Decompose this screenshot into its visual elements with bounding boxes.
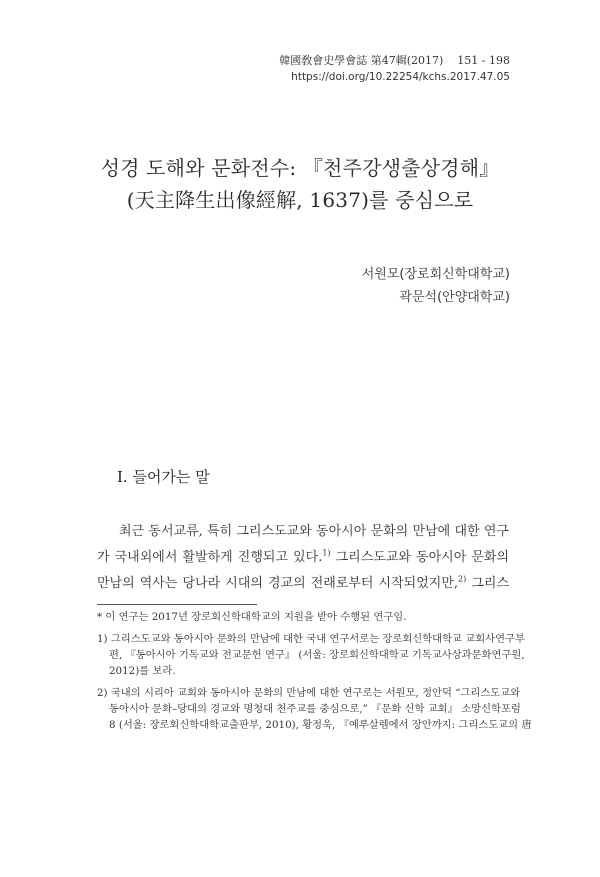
footnote-line: 2) 국내의 시리아 교회와 동아시아 문화의 만남에 대한 연구로는 서원모, 정안덕 “그리스도교와 <box>97 687 521 699</box>
journal-citation: 韓國敎會史學會誌 第47輯(2017) 151 - 198 <box>279 54 510 67</box>
footnote-line: 2012)를 보라. <box>109 665 176 677</box>
author-2: 곽문석(안양대학교) <box>399 290 510 305</box>
footnote-divider <box>97 604 257 605</box>
footnote-line: 8 (서울: 장로회신학대학교출판부, 2010), 황정욱, 『예루살렘에서 장안까지: 그리스도교의 唐 <box>109 719 532 731</box>
footnote-ref-2: 2) <box>458 574 467 584</box>
body-paragraph <box>97 519 509 597</box>
journal-header <box>279 52 510 86</box>
body-line <box>97 545 509 571</box>
footnotes <box>97 609 532 739</box>
body-text-segment: 그리스 <box>466 576 510 591</box>
footnote-line: 편, 『동아시아 기독교와 전교문헌 연구』 (서울: 장로회신학대학교 기독교사상과문화연구원, <box>109 649 525 661</box>
footnote-line: * 이 연구는 2017년 장로회신학대학교의 지원을 받아 수행된 연구임. <box>97 611 407 623</box>
body-line: 최근 동서교류, 특히 그리스도교와 동아시아 문화의 만남에 대한 연구 <box>119 524 509 539</box>
body-text-segment: 가 국내외에서 활발하게 진행되고 있다. <box>97 550 323 565</box>
footnote-star <box>97 609 509 625</box>
section-heading: I. 들어가는 말 <box>117 468 210 486</box>
footnote-2 <box>97 685 532 733</box>
title-line-2: (天主降生出像經解, 1637)를 중심으로 <box>126 188 474 212</box>
footnote-line: 동아시아 문화–당대의 경교와 명청대 천주교를 중심으로,” 『문화 신학 교회』 소망신학포럼 <box>109 703 521 715</box>
author-list <box>362 263 510 309</box>
doi-text: https://doi.org/10.22254/kchs.2017.47.05 <box>291 71 510 83</box>
footnote-line: 1) 그리스도교와 동아시아 문화의 만남에 대한 국내 연구서로는 장로회신학대학교 교회사연구부 <box>97 633 525 645</box>
paper-title <box>0 152 600 216</box>
body-text-segment: 그리스도교와 동아시아 문화의 <box>330 550 509 565</box>
body-text-segment: 만남의 역사는 당나라 시대의 경교의 전래로부터 시작되었지만, <box>97 576 459 591</box>
author-1: 서원모(장로회신학대학교) <box>361 267 510 282</box>
footnote-1 <box>97 631 525 679</box>
body-line <box>97 571 509 597</box>
footnote-ref-1: 1) <box>322 548 331 558</box>
title-line-1: 성경 도해와 문화전수: 『천주강생출상경해』 <box>100 156 500 180</box>
